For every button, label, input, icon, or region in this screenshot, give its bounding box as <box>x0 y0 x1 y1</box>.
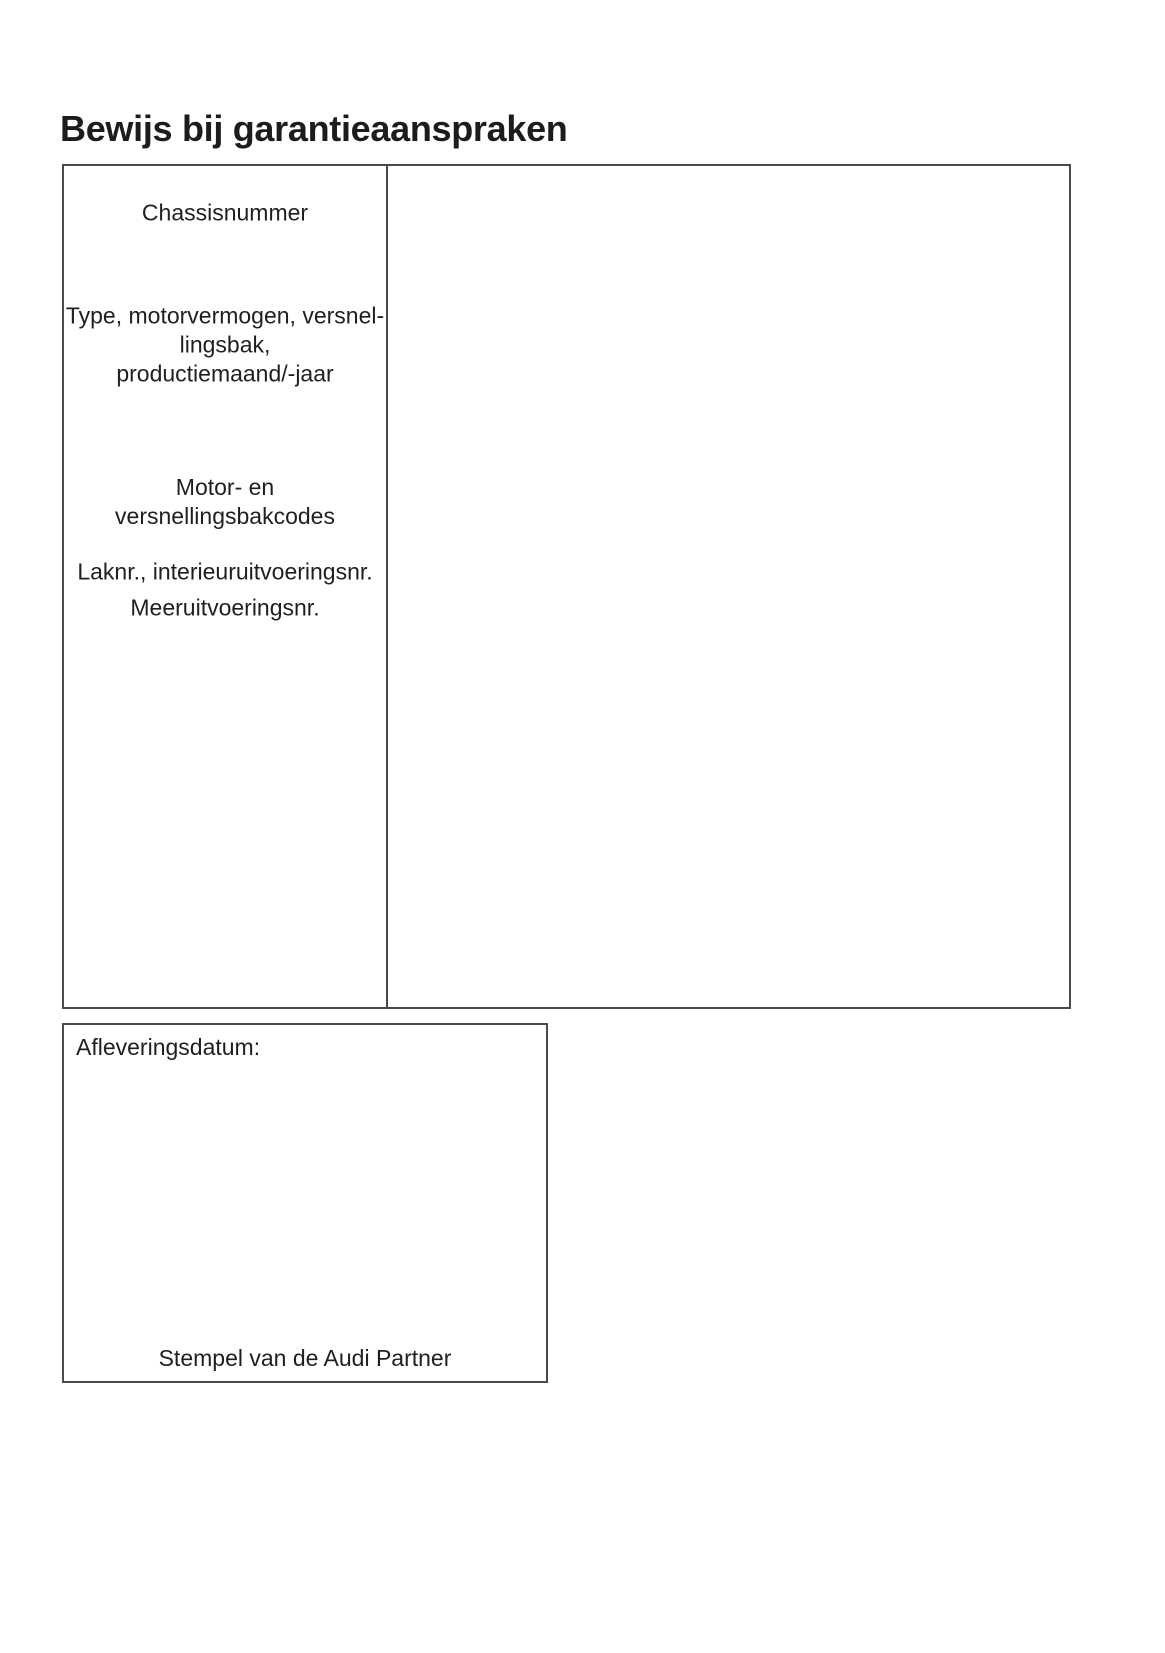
chassis-number-label: Chassisnummer <box>141 199 309 226</box>
type-label-line-1: Type, motorvermogen, versnel- <box>65 302 385 329</box>
type-label-line-3: productiemaand/-jaar <box>116 360 334 387</box>
type-engine-gearbox-label <box>64 302 386 389</box>
extra-equipment-number-label: Meeruitvoeringsnr. <box>130 594 320 621</box>
paint-interior-number-label: Laknr., interieuruitvoeringsnr. <box>77 558 373 585</box>
delivery-date-label: Afleveringsdatum: <box>76 1034 261 1060</box>
page-title: Bewijs bij garantieaanspraken <box>60 108 568 150</box>
warranty-table-label-column <box>64 166 388 1007</box>
type-label-line-2: lingsbak, <box>179 331 271 358</box>
engine-gearbox-codes-label: Motor- en versnellingsbakcodes <box>115 474 335 529</box>
warranty-data-table <box>62 164 1071 1009</box>
audi-partner-stamp-label: Stempel van de Audi Partner <box>158 1345 452 1371</box>
delivery-stamp-box <box>62 1023 548 1383</box>
warranty-table-value-column <box>388 166 1069 1007</box>
